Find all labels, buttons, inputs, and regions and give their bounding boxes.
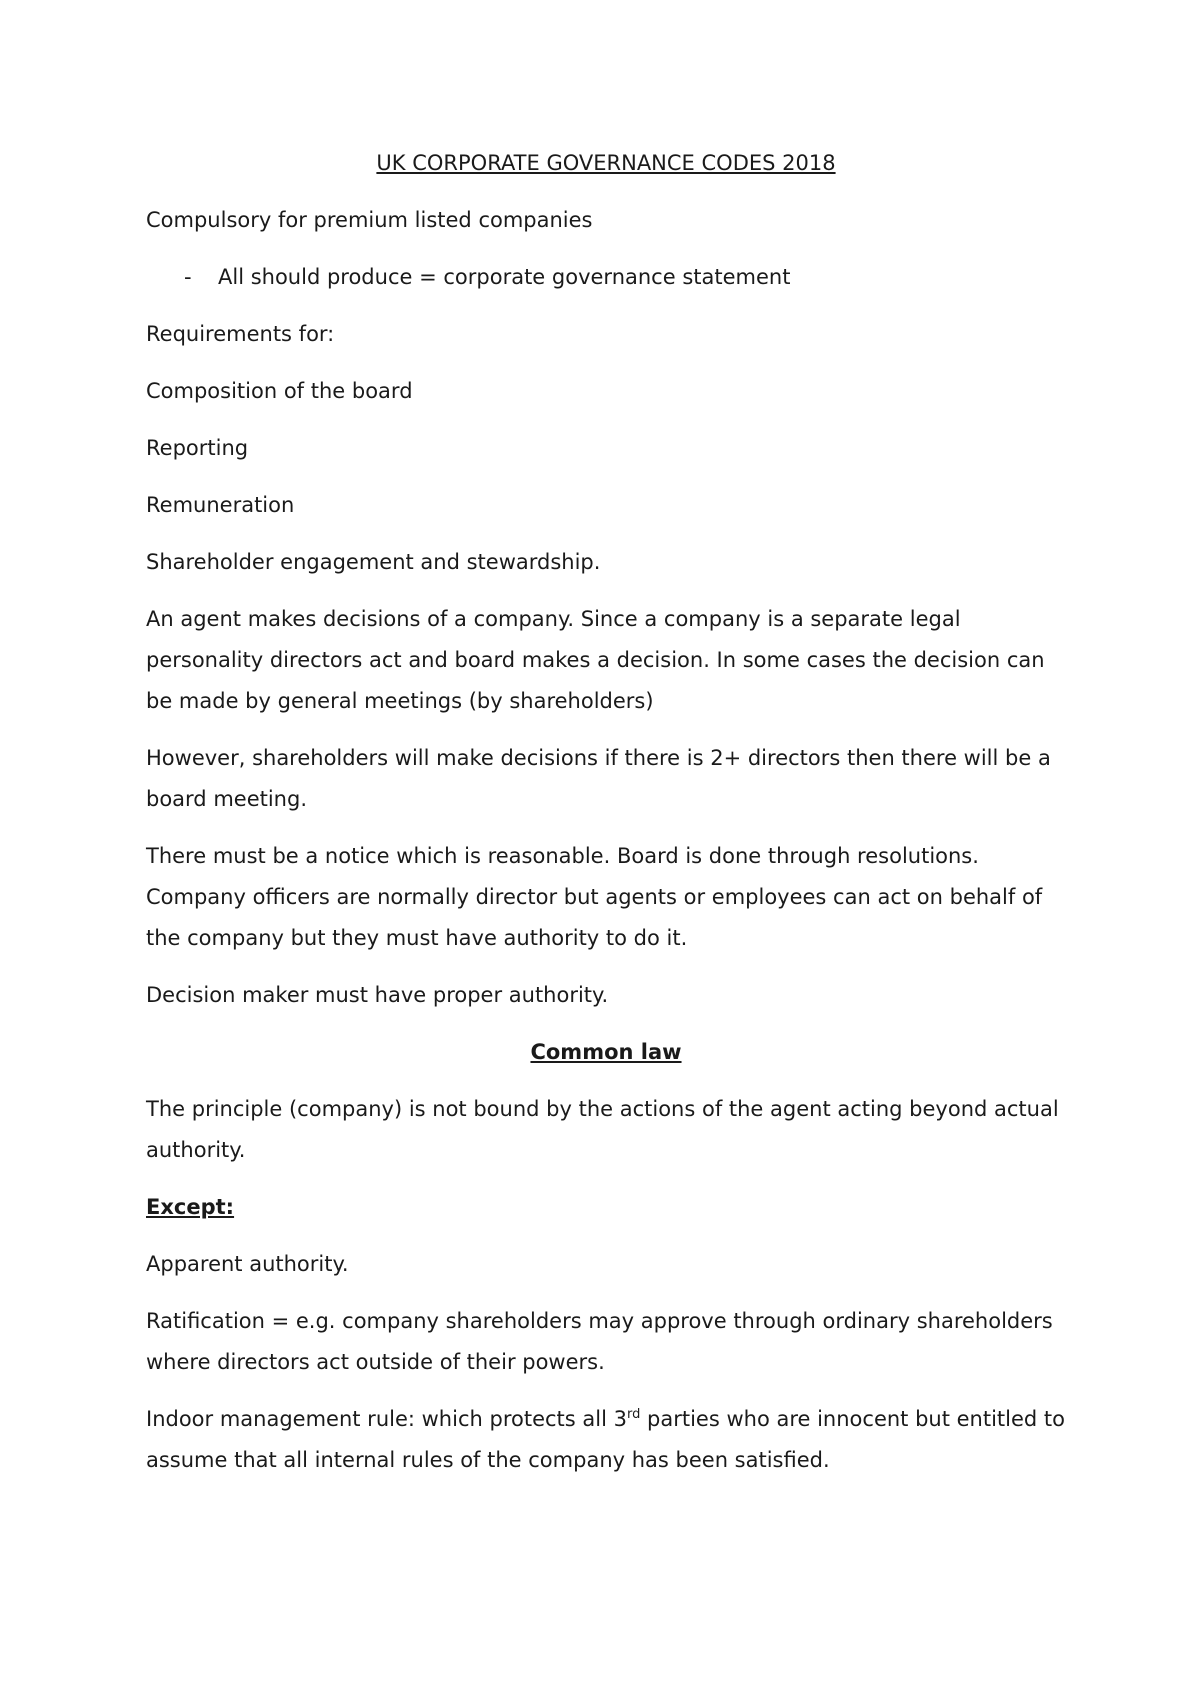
paragraph-indoor-management [146,1399,1066,1481]
paragraph-notice: There must be a notice which is reasonable. Board is done through resolutions. Company officers are normally director but agents or employees can act on behalf of the company but they must have authority to do it. [146,844,1043,950]
paragraph-ratification: Ratification = e.g. company shareholders may approve through ordinary shareholders where directors act outside of their powers. [146,1309,1053,1374]
bullet-dash: - [184,265,192,289]
paragraph-principle: The principle (company) is not bound by the actions of the agent acting beyond actual authority. [146,1097,1059,1162]
paragraph-compulsory: Compulsory for premium listed companies [146,208,593,232]
bullet-item [146,257,1066,298]
paragraph-apparent-authority: Apparent authority. [146,1252,349,1276]
paragraph-reporting: Reporting [146,436,249,460]
bullet-text: All should produce = corporate governance statement [218,265,791,289]
paragraph-requirements: Requirements for: [146,322,335,346]
paragraph-decision-maker: Decision maker must have proper authority. [146,983,609,1007]
heading-except: Except: [146,1195,235,1219]
paragraph-remuneration: Remuneration [146,493,295,517]
paragraph-shareholder-decisions: However, shareholders will make decisions if there is 2+ directors then there will be a board meeting. [146,746,1051,811]
document-page [146,143,1066,1497]
paragraph-composition: Composition of the board [146,379,413,403]
document-title: UK CORPORATE GOVERNANCE CODES 2018 [376,151,836,175]
heading-common-law: Common law [530,1040,682,1064]
indoor-text-after: parties who are innocent but entitled to assume that all internal rules of the company has been satisfied. [146,1407,1066,1472]
indoor-text-before: Indoor management rule: which protects all 3 [146,1407,627,1431]
paragraph-agent-decisions: An agent makes decisions of a company. Since a company is a separate legal personality directors act and board makes a decision. In some cases the decision can be made by general meetings (by shareholders) [146,607,1045,713]
paragraph-shareholder-engagement: Shareholder engagement and stewardship. [146,550,601,574]
ordinal-suffix: rd [626,1407,641,1422]
